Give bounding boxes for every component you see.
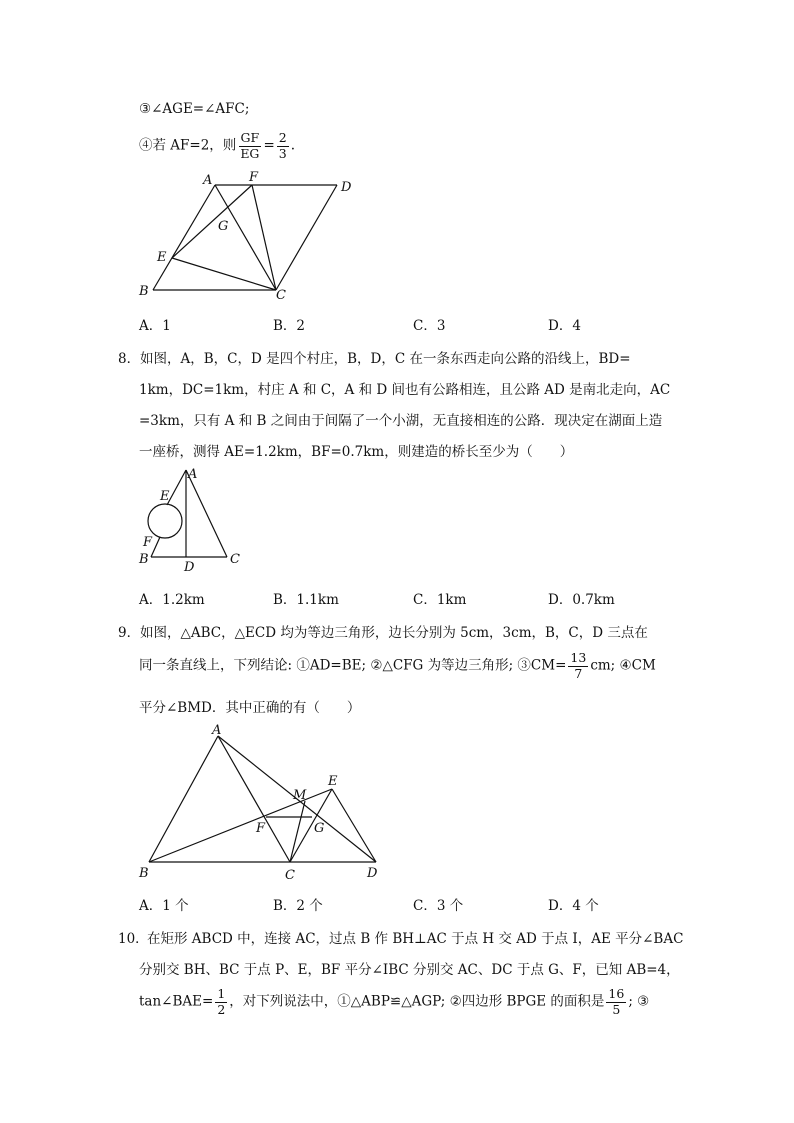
q7-statement-3: ③∠AGE=∠AFC; xyxy=(139,101,250,117)
q9-option-a[interactable]: A．1 个 xyxy=(139,898,189,914)
q8-option-a[interactable]: A．1.2km xyxy=(139,592,205,608)
q7-label-e: E xyxy=(157,250,167,265)
q10-line-3 xyxy=(139,988,649,1016)
q7-frac2-den: 3 xyxy=(278,145,287,161)
q7-label-f: F xyxy=(249,170,259,185)
q10-number: 10． xyxy=(118,931,149,947)
q10-frac2-den: 5 xyxy=(612,1001,621,1017)
q9-label-e: E xyxy=(328,774,338,789)
q7-label-d: D xyxy=(341,180,352,195)
q8-line-1: 如图，A，B，C，D 是四个村庄，B，D，C 在一条东西走向公路的沿线上，BD= xyxy=(140,351,631,367)
q10-line-3-prefix: tan∠BAE= xyxy=(139,993,214,1010)
q7-label-a: A xyxy=(203,173,213,188)
q8-label-b: B xyxy=(139,552,149,567)
q7-option-c[interactable]: C．3 xyxy=(413,318,446,334)
q8-label-f: F xyxy=(143,535,153,550)
q9-line-1: 如图，△ABC，△ECD 均为等边三角形，边长分别为 5cm，3cm，B，C，D 三点在 xyxy=(140,625,648,641)
q8-number: 8． xyxy=(118,351,141,367)
q9-label-c: C xyxy=(285,868,295,883)
q9-label-g: G xyxy=(314,821,325,836)
q10-fraction-16-5 xyxy=(606,988,626,1016)
q7-option-a[interactable]: A．1 xyxy=(139,318,171,334)
q10-frac1-den: 2 xyxy=(217,1001,226,1017)
q7-label-g: G xyxy=(218,219,229,234)
q9-option-c[interactable]: C．3 个 xyxy=(413,898,464,914)
q7-option-b[interactable]: B．2 xyxy=(273,318,306,334)
q10-fraction-1-2 xyxy=(215,988,227,1016)
q8-line-3: =3km，只有 A 和 B 之间由于间隔了一个小湖，无直接相连的公路．现决定在湖面上造 xyxy=(139,413,663,429)
q8-line-4: 一座桥，测得 AE=1.2km，BF=0.7km，则建造的桥长至少为（ ） xyxy=(139,444,574,460)
q7-statement-4-prefix: ④若 AF=2，则 xyxy=(139,137,237,154)
q7-option-d[interactable]: D．4 xyxy=(548,318,581,334)
q9-seg-cm xyxy=(290,801,305,862)
q9-line-3: 平分∠BMD．其中正确的有（ ） xyxy=(139,700,361,716)
q9-label-a: A xyxy=(212,723,222,738)
q10-frac1-num: 1 xyxy=(217,986,226,1001)
q10-line-3-mid: ，对下列说法中，①△ABP≌△AGP; ②四边形 BPGE 的面积是 xyxy=(229,993,605,1010)
q8-option-d[interactable]: D．0.7km xyxy=(548,592,615,608)
q8-option-c[interactable]: C．1km xyxy=(413,592,467,608)
q7-statement-4-end: . xyxy=(290,137,295,154)
q7-frac1-num: GF xyxy=(240,130,260,145)
q8-label-a: A xyxy=(188,467,198,482)
q9-label-f: F xyxy=(256,821,266,836)
q8-label-d: D xyxy=(184,560,195,575)
q9-line-2-prefix: 同一条直线上，下列结论: ①AD=BE; ②△CFG 为等边三角形; ③CM= xyxy=(139,657,567,674)
q7-label-b: B xyxy=(139,284,149,299)
q8-label-e: E xyxy=(160,489,170,504)
q8-label-c: C xyxy=(230,552,240,567)
q9-label-m: M xyxy=(293,788,307,803)
q9-label-d: D xyxy=(367,866,378,881)
q10-frac2-num: 16 xyxy=(608,986,625,1001)
q8-option-b[interactable]: B．1.1km xyxy=(273,592,339,608)
q9-option-d[interactable]: D．4 个 xyxy=(548,898,599,914)
q9-figure-lines xyxy=(149,736,376,862)
q9-seg-ba xyxy=(149,736,218,862)
q7-label-c: C xyxy=(276,288,286,303)
q9-number: 9． xyxy=(118,625,141,641)
q9-label-b: B xyxy=(139,866,149,881)
q7-frac2-num: 2 xyxy=(278,130,287,145)
q9-seg-ed xyxy=(332,789,376,862)
q9-frac-den: 7 xyxy=(574,665,583,681)
q8-line-2: 1km，DC=1km，村庄 A 和 C，A 和 D 间也有公路相连，且公路 AD 是南北走向，AC xyxy=(139,382,671,398)
q10-line-1: 在矩形 ABCD 中，连接 AC，过点 B 作 BH⊥AC 于点 H 交 AD 于点 I，AE 平分∠BAC xyxy=(147,931,684,947)
q10-line-2: 分别交 BH、BC 于点 P、E，BF 平分∠IBC 分别交 AC、DC 于点 G、F，已知 AB=4， xyxy=(139,962,680,978)
q9-option-b[interactable]: B．2 个 xyxy=(273,898,323,914)
q10-line-3-suffix: ; ③ xyxy=(628,993,650,1010)
q7-equals: = xyxy=(263,137,275,154)
q9-frac-num: 13 xyxy=(570,650,587,665)
q9-line-2-suffix: cm; ④CM xyxy=(590,657,656,674)
q9-seg-ac xyxy=(218,736,290,862)
q7-frac1-den: EG xyxy=(240,145,260,161)
